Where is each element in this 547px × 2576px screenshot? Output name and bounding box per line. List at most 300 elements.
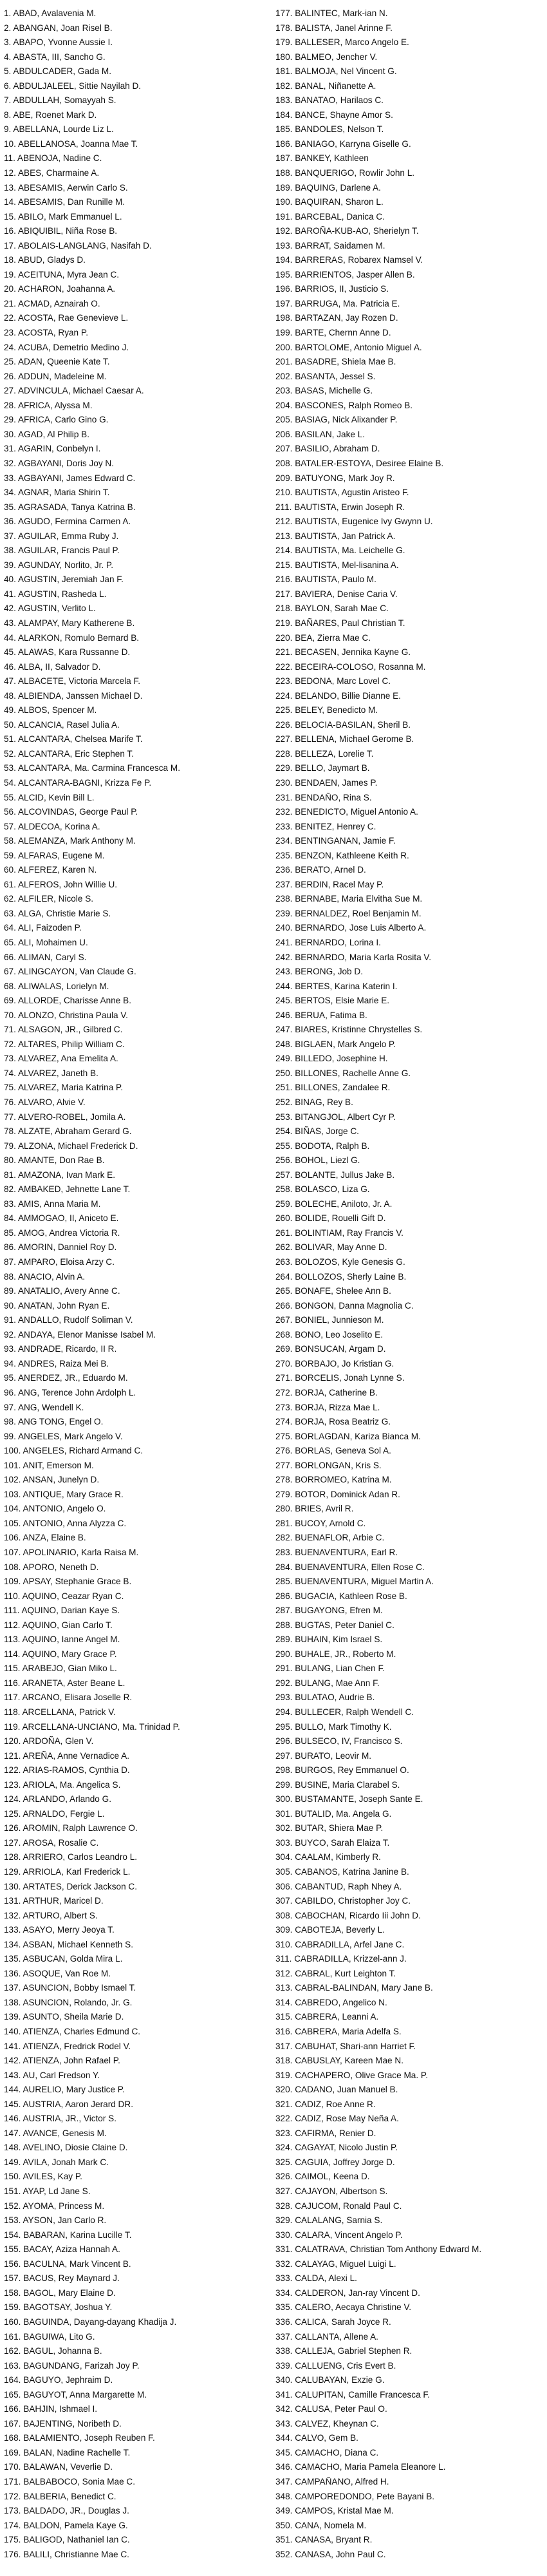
entry-name: ALI, Faizoden P. bbox=[17, 923, 82, 933]
entry-name: ARTATES, Derick Jackson C. bbox=[23, 1881, 137, 1891]
entry-number: 39. bbox=[4, 560, 18, 570]
name-entry bbox=[275, 2475, 546, 2490]
name-entry bbox=[275, 1865, 546, 1880]
name-entry bbox=[275, 1938, 546, 1953]
name-entry bbox=[275, 1749, 546, 1764]
name-entry bbox=[275, 2228, 546, 2243]
entry-number: 183. bbox=[275, 95, 295, 106]
entry-number: 343. bbox=[275, 2418, 295, 2429]
name-entry bbox=[275, 93, 546, 108]
name-entry bbox=[4, 1633, 261, 1647]
entry-name: ALVAREZ, Ana Emelita A. bbox=[17, 1054, 118, 1064]
entry-name: BOLASCO, Liza G. bbox=[295, 1184, 370, 1195]
entry-number: 288. bbox=[275, 1620, 295, 1630]
entry-number: 19. bbox=[4, 269, 18, 279]
entry-number: 352. bbox=[275, 2549, 295, 2559]
entry-number: 284. bbox=[275, 1562, 295, 1572]
entry-number: 279. bbox=[275, 1489, 295, 1499]
entry-number: 247. bbox=[275, 1025, 295, 1035]
entry-number: 240. bbox=[275, 923, 295, 933]
entry-number: 213. bbox=[275, 531, 295, 541]
entry-name: BELLENA, Michael Gerome B. bbox=[295, 734, 414, 744]
name-entry bbox=[4, 1894, 261, 1909]
name-entry bbox=[275, 980, 546, 994]
name-entry bbox=[275, 1850, 546, 1865]
entry-number: 298. bbox=[275, 1765, 295, 1776]
name-entry bbox=[4, 1676, 261, 1691]
entry-name: AGUDO, Fermina Carmen A. bbox=[17, 516, 131, 527]
entry-name: ARANETA, Aster Beane L. bbox=[22, 1678, 125, 1688]
entry-number: 347. bbox=[275, 2476, 295, 2486]
name-entry bbox=[275, 761, 546, 776]
entry-name: CABRERA, Leanni A. bbox=[295, 2012, 379, 2022]
entry-name: AQUINO, Ianne Angel M. bbox=[22, 1634, 120, 1645]
entry-name: AQUINO, Mary Grace P. bbox=[22, 1649, 117, 1659]
name-entry bbox=[4, 1473, 261, 1488]
name-entry bbox=[4, 21, 261, 36]
name-entry bbox=[4, 2286, 261, 2301]
entry-name: BUHALE, JR., Roberto M. bbox=[295, 1649, 396, 1659]
name-entry bbox=[4, 326, 261, 341]
name-entry bbox=[275, 674, 546, 689]
entry-name: CAMPAÑANO, Alfred H. bbox=[295, 2476, 389, 2486]
entry-number: 137. bbox=[4, 1983, 23, 1993]
name-entry bbox=[275, 1662, 546, 1676]
entry-name: ALZATE, Abraham Gerard G. bbox=[17, 1126, 132, 1137]
name-entry bbox=[275, 2300, 546, 2315]
name-entry bbox=[4, 1821, 261, 1836]
entry-number: 254. bbox=[275, 1126, 295, 1137]
entry-number: 336. bbox=[275, 2316, 295, 2327]
entry-number: 266. bbox=[275, 1300, 295, 1311]
name-entry bbox=[4, 1604, 261, 1618]
name-entry bbox=[275, 2126, 546, 2141]
entry-number: 281. bbox=[275, 1518, 295, 1528]
entry-number: 15. bbox=[4, 211, 18, 222]
entry-name: BASADRE, Shiela Mae B. bbox=[295, 357, 396, 367]
entry-number: 128. bbox=[4, 1852, 23, 1862]
name-entry bbox=[275, 1052, 546, 1066]
entry-name: APSAY, Stephanie Grace B. bbox=[23, 1577, 132, 1587]
entry-number: 151. bbox=[4, 2186, 23, 2197]
name-entry bbox=[4, 1575, 261, 1589]
entry-name: CANASA, John Paul C. bbox=[295, 2549, 386, 2559]
entry-number: 337. bbox=[275, 2331, 295, 2342]
name-entry bbox=[4, 1110, 261, 1125]
entry-name: ANDALLO, Rudolf Soliman V. bbox=[17, 1315, 133, 1325]
entry-number: 23. bbox=[4, 328, 18, 338]
name-entry bbox=[275, 1488, 546, 1502]
entry-number: 310. bbox=[275, 1939, 295, 1949]
entry-number: 286. bbox=[275, 1591, 295, 1601]
entry-name: ALIMAN, Caryl S. bbox=[17, 952, 87, 962]
name-entry bbox=[4, 166, 261, 181]
name-entry bbox=[4, 689, 261, 704]
name-entry bbox=[4, 1459, 261, 1473]
entry-number: 3. bbox=[4, 37, 14, 48]
name-entry bbox=[4, 1749, 261, 1764]
entry-name: AVILES, Kay P. bbox=[23, 2172, 82, 2182]
entry-name: BANQUERIGO, Rowlir John L. bbox=[295, 168, 415, 178]
entry-name: ALBIENDA, Janssen Michael D. bbox=[17, 690, 143, 701]
name-entry bbox=[275, 355, 546, 370]
entry-name: CABRAL-BALINDAN, Mary Jane B. bbox=[295, 1983, 433, 1993]
name-entry bbox=[4, 64, 261, 79]
name-entry bbox=[275, 500, 546, 515]
name-entry bbox=[275, 2490, 546, 2505]
name-entry bbox=[4, 195, 261, 210]
entry-number: 255. bbox=[275, 1141, 295, 1151]
entry-name: CABRADILLA, Arfel Jane C. bbox=[295, 1939, 405, 1949]
entry-name: BECEIRA-COLOSO, Rosanna M. bbox=[295, 661, 426, 672]
entry-name: BERATO, Arnel D. bbox=[295, 865, 366, 875]
name-entry bbox=[275, 1226, 546, 1241]
entry-name: ALCID, Kevin Bill L. bbox=[17, 792, 95, 802]
name-entry bbox=[275, 1996, 546, 2011]
name-entry bbox=[275, 1705, 546, 1720]
entry-name: ACHARON, Joahanna A. bbox=[17, 284, 116, 294]
entry-number: 118. bbox=[4, 1707, 23, 1717]
entry-name: ALFILER, Nicole S. bbox=[17, 894, 94, 904]
name-entry bbox=[4, 965, 261, 980]
entry-number: 194. bbox=[275, 255, 295, 265]
entry-name: BOLLOZOS, Sherly Laine B. bbox=[295, 1271, 407, 1282]
entry-number: 282. bbox=[275, 1533, 295, 1543]
entry-name: ALBACETE, Victoria Marcela F. bbox=[17, 676, 141, 687]
entry-name: BARTOLOME, Antonio Miguel A. bbox=[295, 342, 422, 352]
entry-number: 81. bbox=[4, 1170, 18, 1180]
entry-name: ANACIO, Alvin A. bbox=[17, 1271, 86, 1282]
entry-number: 229. bbox=[275, 763, 295, 773]
entry-name: BERUA, Fatima B. bbox=[295, 1010, 367, 1020]
entry-number: 315. bbox=[275, 2012, 295, 2022]
name-entry bbox=[275, 936, 546, 951]
name-entry bbox=[275, 1473, 546, 1488]
name-entry bbox=[275, 2040, 546, 2054]
entry-name: AFRICA, Carlo Gino G. bbox=[17, 415, 109, 425]
name-entry bbox=[275, 297, 546, 312]
entry-name: CAMACHO, Diana C. bbox=[295, 2447, 379, 2458]
entry-name: BONAFE, Shelee Ann B. bbox=[295, 1286, 391, 1296]
name-entry bbox=[4, 2228, 261, 2243]
entry-name: BARRAT, Saidamen M. bbox=[295, 240, 385, 251]
entry-number: 135. bbox=[4, 1954, 23, 1964]
entry-number: 51. bbox=[4, 734, 18, 744]
name-entry bbox=[275, 1023, 546, 1037]
entry-number: 348. bbox=[275, 2491, 295, 2501]
name-entry bbox=[4, 2141, 261, 2155]
entry-number: 21. bbox=[4, 298, 18, 308]
name-entry bbox=[275, 1923, 546, 1938]
entry-number: 131. bbox=[4, 1896, 23, 1906]
entry-name: BOLANTE, Jullus Jake B. bbox=[295, 1170, 395, 1180]
name-entry bbox=[4, 834, 261, 849]
right-name-column bbox=[275, 6, 546, 2562]
entry-name: BASIAG, Nick Alixander P. bbox=[295, 415, 398, 425]
entry-number: 197. bbox=[275, 298, 295, 308]
entry-number: 55. bbox=[4, 792, 18, 802]
entry-number: 14. bbox=[4, 197, 18, 207]
name-entry bbox=[4, 921, 261, 936]
entry-name: CALUSA, Peter Paul O. bbox=[295, 2404, 387, 2414]
entry-name: ALI, Mohaimen U. bbox=[17, 938, 88, 947]
entry-name: BUENAFLOR, Arbie C. bbox=[295, 1533, 385, 1543]
entry-name: CADIZ, Rose May Neña A. bbox=[295, 2114, 399, 2124]
entry-number: 320. bbox=[275, 2085, 295, 2095]
entry-name: BERDIN, Racel May P. bbox=[295, 879, 384, 889]
entry-name: ATIENZA, John Rafael P. bbox=[23, 2056, 120, 2066]
entry-number: 92. bbox=[4, 1329, 18, 1340]
entry-name: CALLANTA, Allene A. bbox=[295, 2331, 378, 2342]
name-entry bbox=[275, 311, 546, 326]
entry-name: BOLIVAR, May Anne D. bbox=[295, 1242, 387, 1253]
entry-number: 262. bbox=[275, 1242, 295, 1253]
entry-number: 172. bbox=[4, 2491, 24, 2501]
entry-name: BOLOZOS, Kyle Genesis G. bbox=[295, 1257, 405, 1267]
entry-name: CABANOS, Katrina Janine B. bbox=[295, 1867, 409, 1877]
entry-name: BUCOY, Arnold C. bbox=[295, 1518, 366, 1528]
entry-name: BUYCO, Sarah Elaiza T. bbox=[295, 1837, 390, 1848]
entry-number: 234. bbox=[275, 836, 295, 846]
entry-name: BORCELIS, Jonah Lynne S. bbox=[295, 1373, 405, 1383]
name-entry bbox=[4, 1342, 261, 1357]
entry-name: CABANTUD, Raph Nhey A. bbox=[295, 1881, 402, 1891]
entry-name: ASUNCION, Rolando, Jr. G. bbox=[23, 1997, 133, 2007]
entry-number: 246. bbox=[275, 1010, 295, 1020]
entry-name: ABESAMIS, Dan Runille M. bbox=[17, 197, 125, 207]
entry-name: BATUYONG, Mark Joy R. bbox=[295, 473, 395, 483]
entry-name: ABOLAIS-LANGLANG, Nasifah D. bbox=[17, 240, 152, 251]
entry-name: AGRASADA, Tanya Katrina B. bbox=[17, 502, 136, 512]
entry-name: AROMIN, Ralph Lawrence O. bbox=[23, 1823, 138, 1833]
name-entry bbox=[275, 181, 546, 196]
entry-number: 59. bbox=[4, 850, 18, 860]
entry-number: 316. bbox=[275, 2027, 295, 2037]
name-entry bbox=[275, 2446, 546, 2461]
entry-number: 306. bbox=[275, 1881, 295, 1891]
entry-name: BALDON, Pamela Kaye G. bbox=[23, 2520, 128, 2530]
entry-number: 335. bbox=[275, 2302, 295, 2313]
entry-name: CABRAL, Kurt Leighton T. bbox=[295, 1968, 396, 1978]
name-entry bbox=[4, 1226, 261, 1241]
entry-number: 121. bbox=[4, 1750, 23, 1761]
entry-name: ARIAS-RAMOS, Cynthia D. bbox=[23, 1765, 130, 1776]
entry-name: ASUNTO, Sheila Marie D. bbox=[23, 2012, 124, 2022]
entry-number: 317. bbox=[275, 2041, 295, 2051]
entry-number: 20. bbox=[4, 284, 18, 294]
entry-name: ATIENZA, Charles Edmund C. bbox=[23, 2027, 141, 2037]
name-entry bbox=[275, 370, 546, 384]
entry-name: BAUTISTA, Agustin Aristeo F. bbox=[295, 488, 409, 498]
entry-name: ASBAN, Michael Kenneth S. bbox=[23, 1939, 134, 1949]
entry-number: 155. bbox=[4, 2244, 24, 2255]
name-entry bbox=[4, 703, 261, 718]
entry-name: ARTHUR, Maricel D. bbox=[23, 1896, 104, 1906]
name-entry bbox=[4, 2098, 261, 2112]
entry-name: BIGLAEN, Mark Angelo P. bbox=[295, 1039, 396, 1049]
entry-number: 220. bbox=[275, 632, 295, 643]
entry-number: 329. bbox=[275, 2215, 295, 2226]
name-entry bbox=[4, 355, 261, 370]
name-entry bbox=[275, 1531, 546, 1546]
entry-name: BERNALDEZ, Roel Benjamin M. bbox=[295, 908, 422, 918]
name-entry bbox=[4, 1430, 261, 1444]
entry-number: 71. bbox=[4, 1025, 18, 1035]
entry-name: BAUTISTA, Paulo M. bbox=[295, 574, 376, 585]
entry-number: 140. bbox=[4, 2027, 23, 2037]
entry-number: 330. bbox=[275, 2230, 295, 2240]
entry-name: AMORIN, Danniel Roy D. bbox=[17, 1242, 117, 1253]
entry-number: 280. bbox=[275, 1504, 295, 1514]
name-entry bbox=[4, 849, 261, 864]
name-entry bbox=[275, 1066, 546, 1081]
entry-name: BALBABOCO, Sonia Mae C. bbox=[23, 2476, 136, 2486]
entry-name: BUHAIN, Kim Israel S. bbox=[295, 1634, 383, 1645]
name-entry bbox=[4, 1734, 261, 1749]
entry-number: 270. bbox=[275, 1358, 295, 1368]
entry-number: 77. bbox=[4, 1112, 18, 1122]
entry-name: AREÑA, Anne Vernadice A. bbox=[23, 1750, 129, 1761]
name-entry bbox=[275, 2170, 546, 2184]
entry-number: 150. bbox=[4, 2172, 23, 2182]
entry-number: 258. bbox=[275, 1184, 295, 1195]
name-entry bbox=[4, 500, 261, 515]
entry-number: 189. bbox=[275, 182, 295, 193]
entry-number: 53. bbox=[4, 763, 18, 773]
entry-name: BALINTEC, Mark-ian N. bbox=[295, 8, 388, 18]
entry-number: 110. bbox=[4, 1591, 23, 1601]
entry-number: 109. bbox=[4, 1577, 23, 1587]
entry-name: ABAPO, Yvonne Aussie I. bbox=[13, 37, 113, 48]
name-entry bbox=[4, 878, 261, 893]
entry-name: ARABEJO, Gian Miko L. bbox=[22, 1663, 117, 1674]
name-entry bbox=[275, 892, 546, 907]
entry-name: AUSTRIA, Aaron Jerard DR. bbox=[23, 2099, 133, 2109]
name-entry bbox=[4, 1502, 261, 1517]
name-entry bbox=[4, 2359, 261, 2374]
entry-name: ALCANTARA, Eric Stephen T. bbox=[17, 748, 134, 759]
entry-number: 50. bbox=[4, 719, 18, 730]
name-entry bbox=[4, 1778, 261, 1793]
entry-number: 243. bbox=[275, 967, 295, 977]
entry-name: AUSTRIA, JR., Victor S. bbox=[23, 2114, 117, 2124]
entry-name: CAMACHO, Maria Pamela Eleanore L. bbox=[295, 2462, 446, 2472]
name-entry bbox=[275, 1037, 546, 1052]
entry-number: 105. bbox=[4, 1518, 23, 1528]
entry-name: CALICA, Sarah Joyce R. bbox=[295, 2316, 391, 2327]
name-entry bbox=[4, 224, 261, 239]
entry-name: BULANG, Lian Chen F. bbox=[295, 1663, 385, 1674]
name-entry bbox=[4, 6, 261, 21]
name-entry bbox=[275, 544, 546, 558]
name-entry bbox=[275, 2286, 546, 2301]
entry-name: BANKEY, Kathleen bbox=[295, 153, 369, 164]
name-entry bbox=[275, 2315, 546, 2330]
name-entry bbox=[4, 761, 261, 776]
entry-number: 30. bbox=[4, 429, 18, 439]
entry-name: ANIT, Emerson M. bbox=[23, 1460, 94, 1470]
name-entry bbox=[275, 660, 546, 675]
entry-name: AGAD, Al Philip B. bbox=[17, 429, 89, 439]
entry-name: CALAYAG, Miguel Luigi L. bbox=[295, 2259, 396, 2269]
name-entry bbox=[275, 79, 546, 94]
entry-number: 249. bbox=[275, 1054, 295, 1064]
name-entry bbox=[275, 878, 546, 893]
name-entry bbox=[4, 399, 261, 413]
entry-number: 103. bbox=[4, 1489, 23, 1499]
entry-number: 91. bbox=[4, 1315, 18, 1325]
entry-name: BILLONES, Zandalee R. bbox=[295, 1083, 391, 1093]
entry-name: CALATRAVA, Christian Tom Anthony Edward M. bbox=[295, 2244, 482, 2255]
entry-number: 113. bbox=[4, 1634, 23, 1645]
entry-number: 16. bbox=[4, 226, 18, 236]
name-entry bbox=[4, 151, 261, 166]
entry-name: ANG TONG, Engel O. bbox=[17, 1417, 104, 1427]
entry-name: ABAD, Avalavenia M. bbox=[13, 8, 97, 18]
entry-number: 46. bbox=[4, 661, 18, 672]
entry-number: 253. bbox=[275, 1112, 295, 1122]
name-entry bbox=[275, 1357, 546, 1372]
entry-number: 32. bbox=[4, 458, 18, 468]
entry-number: 154. bbox=[4, 2230, 24, 2240]
name-entry bbox=[4, 413, 261, 428]
entry-name: BALDADO, JR., Douglas J. bbox=[23, 2506, 129, 2516]
entry-name: BAGUL, Johanna B. bbox=[23, 2346, 102, 2356]
entry-name: ACOSTA, Rae Genevieve L. bbox=[17, 313, 129, 323]
entry-name: ALVERO-ROBEL, Jomila A. bbox=[17, 1112, 126, 1122]
name-entry bbox=[4, 2388, 261, 2403]
name-entry bbox=[4, 1211, 261, 1226]
entry-name: ANATALIO, Avery Anne C. bbox=[17, 1286, 120, 1296]
entry-number: 185. bbox=[275, 124, 295, 135]
name-entry bbox=[4, 181, 261, 196]
entry-name: AQUINO, Darian Kaye S. bbox=[21, 1605, 120, 1616]
entry-name: BALMEO, Jencher V. bbox=[295, 52, 378, 62]
entry-number: 152. bbox=[4, 2201, 23, 2211]
entry-name: ABELLANOSA, Joanna Mae T. bbox=[17, 138, 138, 149]
entry-number: 193. bbox=[275, 240, 295, 251]
name-entry bbox=[4, 137, 261, 152]
entry-name: ALSAGON, JR., Gilbred C. bbox=[17, 1025, 123, 1035]
entry-name: CANA, Nomela M. bbox=[295, 2520, 367, 2530]
entry-number: 225. bbox=[275, 705, 295, 715]
name-entry bbox=[4, 994, 261, 1009]
name-entry bbox=[4, 341, 261, 355]
name-entry bbox=[275, 2548, 546, 2562]
name-entry bbox=[275, 399, 546, 413]
entry-number: 176. bbox=[4, 2549, 24, 2559]
entry-name: BELOCIA-BASILAN, Sheril B. bbox=[295, 719, 411, 730]
name-entry bbox=[4, 2112, 261, 2126]
entry-name: AVANCE, Genesis M. bbox=[23, 2128, 107, 2138]
name-entry bbox=[275, 1270, 546, 1285]
entry-number: 235. bbox=[275, 850, 295, 860]
name-entry bbox=[275, 1342, 546, 1357]
entry-number: 283. bbox=[275, 1547, 295, 1557]
entry-number: 321. bbox=[275, 2099, 295, 2109]
entry-number: 6. bbox=[4, 80, 14, 91]
name-entry bbox=[4, 282, 261, 297]
name-entry bbox=[4, 253, 261, 268]
name-entry bbox=[275, 515, 546, 529]
entry-number: 196. bbox=[275, 284, 295, 294]
entry-name: BORJA, Rizza Mae L. bbox=[295, 1402, 380, 1412]
name-entry bbox=[4, 1865, 261, 1880]
entry-name: AROSA, Rosalie C. bbox=[23, 1837, 99, 1848]
entry-name: AGUSTIN, Verlito L. bbox=[17, 603, 96, 614]
name-entry bbox=[275, 471, 546, 486]
entry-number: 231. bbox=[275, 792, 295, 802]
